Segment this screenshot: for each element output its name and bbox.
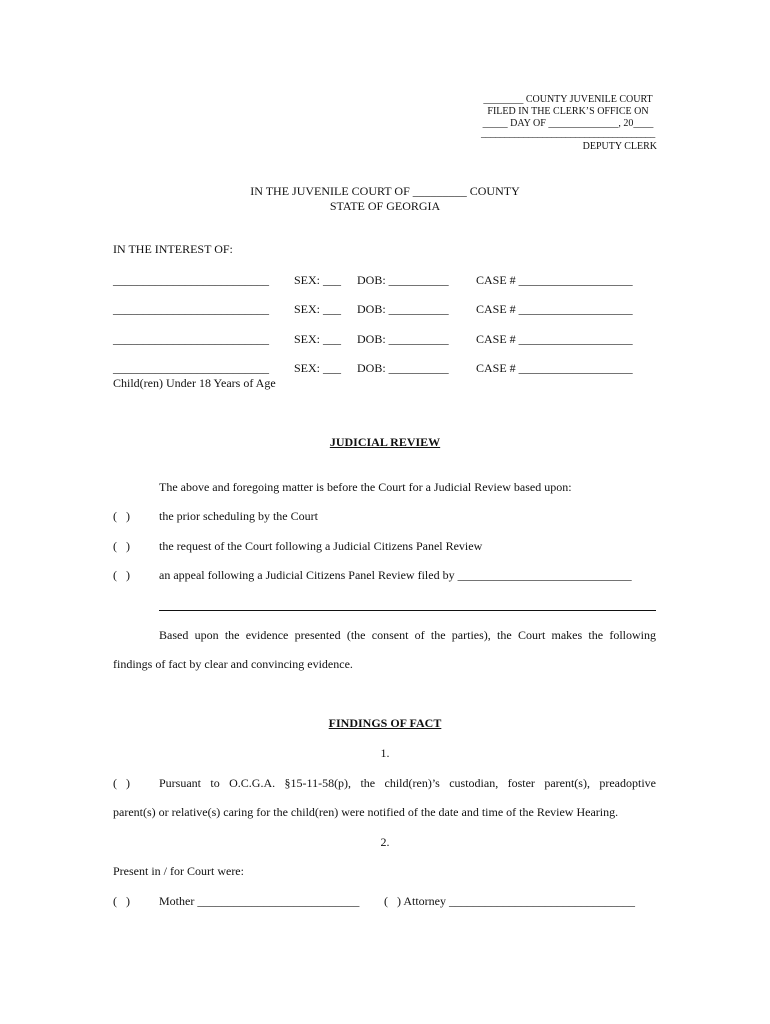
- court-state: STATE OF GEORGIA: [329, 199, 441, 213]
- child-name-field[interactable]: __________________________: [113, 361, 269, 375]
- child-dob-field[interactable]: DOB: __________: [357, 302, 449, 316]
- attorney-field[interactable]: ( ) Attorney _______________________________: [384, 894, 635, 908]
- child-sex-field[interactable]: SEX: ___: [294, 332, 342, 346]
- child-case-field[interactable]: CASE # ___________________: [476, 361, 633, 375]
- clerk-date-line: _____ DAY OF ______________, 20____: [482, 118, 654, 129]
- review-option-text: the request of the Court following a Judicial Citizens Panel Review: [159, 539, 483, 553]
- finding-number-2: 2.: [380, 835, 390, 849]
- clerk-filed-line: FILED IN THE CLERK’S OFFICE ON: [487, 106, 649, 117]
- child-sex-field[interactable]: SEX: ___: [294, 302, 342, 316]
- child-dob-field[interactable]: DOB: __________: [357, 273, 449, 287]
- mother-field[interactable]: Mother ___________________________: [159, 894, 360, 908]
- judicial-review-title: JUDICIAL REVIEW: [329, 435, 441, 449]
- clerk-signature-line[interactable]: _____________________________________: [481, 128, 655, 139]
- child-name-field[interactable]: __________________________: [113, 332, 269, 346]
- present-label: Present in / for Court were:: [113, 864, 244, 878]
- judicial-review-intro: The above and foregoing matter is before the Court for a Judicial Review based upon:: [159, 480, 572, 494]
- child-case-field[interactable]: CASE # ___________________: [476, 332, 633, 346]
- finding-1-line1: Pursuant to O.C.G.A. §15-11-58(p), the child(ren)’s custodian, foster parent(s), preadoptive: [159, 776, 656, 790]
- clerk-county-line: ________ COUNTY JUVENILE COURT: [483, 94, 653, 105]
- child-dob-field[interactable]: DOB: __________: [357, 361, 449, 375]
- child-name-field[interactable]: __________________________: [113, 273, 269, 287]
- evidence-statement-line2: findings of fact by clear and convincing evidence.: [113, 657, 353, 671]
- child-case-field[interactable]: CASE # ___________________: [476, 273, 633, 287]
- court-heading: IN THE JUVENILE COURT OF _________ COUNTY: [250, 184, 520, 198]
- children-under-18-label: Child(ren) Under 18 Years of Age: [113, 376, 276, 390]
- findings-title: FINDINGS OF FACT: [328, 716, 442, 730]
- child-name-field[interactable]: __________________________: [113, 302, 269, 316]
- appeal-continuation-line[interactable]: [159, 610, 656, 611]
- child-sex-field[interactable]: SEX: ___: [294, 273, 342, 287]
- child-dob-field[interactable]: DOB: __________: [357, 332, 449, 346]
- review-option-checkbox[interactable]: ( ): [113, 568, 130, 582]
- finding-1-checkbox[interactable]: ( ): [113, 776, 130, 790]
- deputy-clerk-label: DEPUTY CLERK: [582, 141, 657, 152]
- finding-1-line2: parent(s) or relative(s) caring for the child(ren) were notified of the date and time of the Review Hearing.: [113, 805, 619, 819]
- finding-number-1: 1.: [380, 746, 390, 760]
- child-sex-field[interactable]: SEX: ___: [294, 361, 342, 375]
- interest-label: IN THE INTEREST OF:: [113, 242, 233, 256]
- mother-checkbox[interactable]: ( ): [113, 894, 130, 908]
- review-option-text: the prior scheduling by the Court: [159, 509, 318, 523]
- child-case-field[interactable]: CASE # ___________________: [476, 302, 633, 316]
- review-option-text[interactable]: an appeal following a Judicial Citizens Panel Review filed by _____________________________: [159, 568, 632, 582]
- review-option-checkbox[interactable]: ( ): [113, 509, 130, 523]
- evidence-statement-line1: Based upon the evidence presented (the consent of the parties), the Court makes the following: [159, 628, 656, 642]
- review-option-checkbox[interactable]: ( ): [113, 539, 130, 553]
